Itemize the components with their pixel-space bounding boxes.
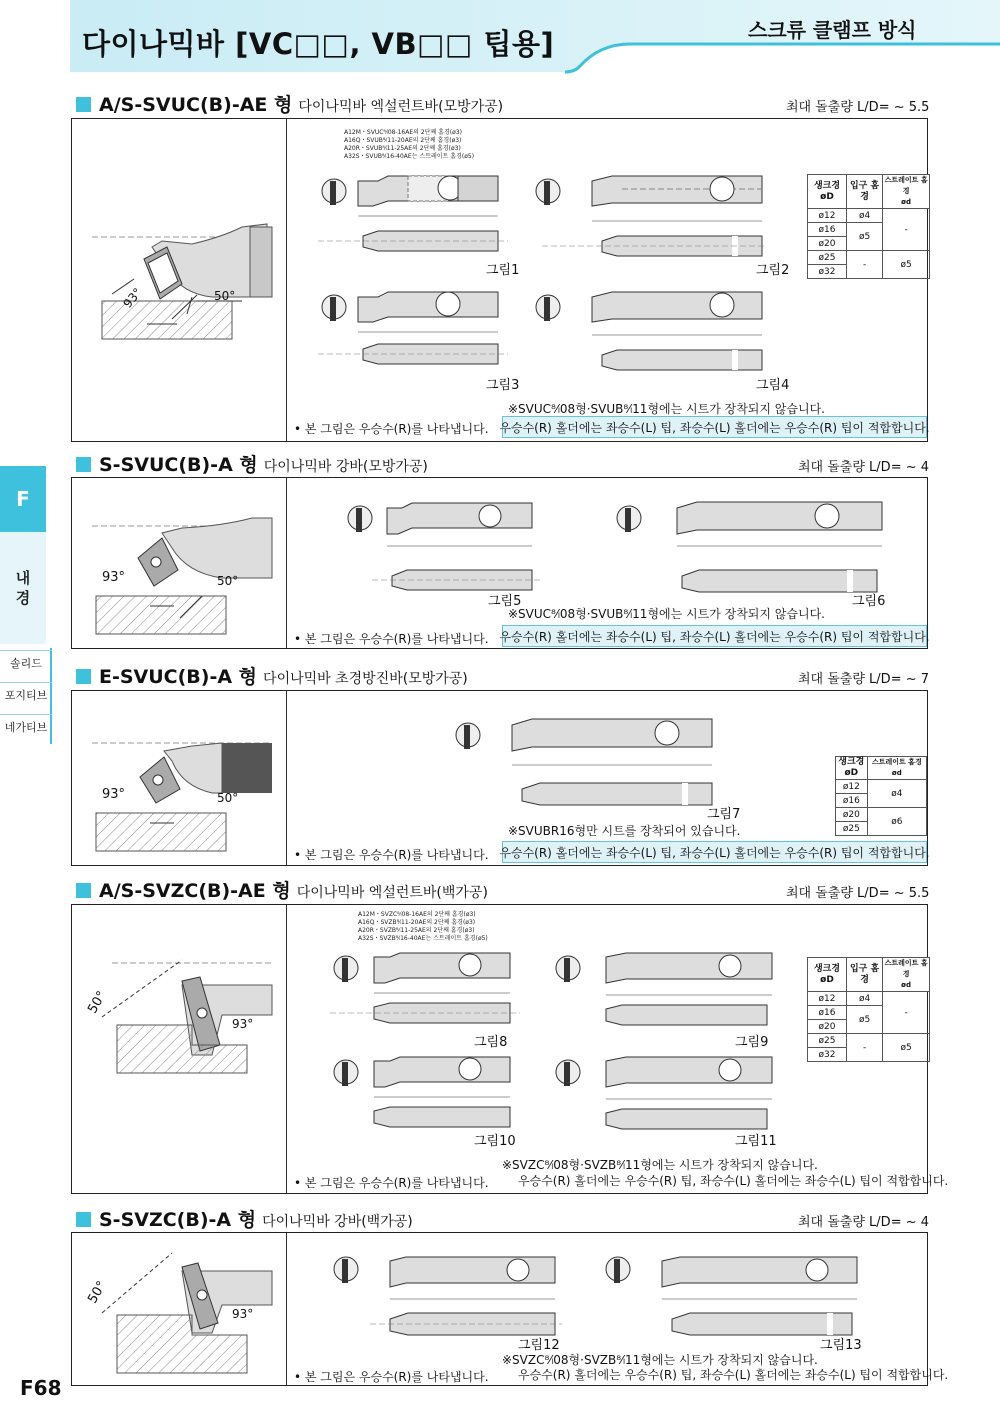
machining-illustration <box>72 478 287 648</box>
table-header: 스트레이트 홈경 ød <box>867 757 926 780</box>
boring-diagram <box>72 478 284 646</box>
section-marker <box>76 1212 91 1227</box>
groove-note-line: A32S・SVUB⁸⁄ₗ16-40AE는 스트레이트 홈경(ø5) <box>344 153 475 160</box>
figure-label: 그림9 <box>735 1035 769 1050</box>
figure-label: 그림5 <box>488 594 522 609</box>
table-cell: ø32 <box>808 265 847 279</box>
section-model: A/S-SVZC(B)-AE 형 <box>99 880 291 902</box>
spec-table <box>835 756 927 836</box>
compat-note: 우승수(R) 홀더에는 좌승수(L) 팁, 좌승수(L) 홀더에는 우승수(R) 팁이 적합합니다. <box>502 416 927 438</box>
figure-8-drawing <box>330 943 530 1043</box>
figure-label: 그림10 <box>474 1134 516 1149</box>
section-header <box>76 90 503 116</box>
table-cell: - <box>847 1034 883 1062</box>
table-header: 입구 홈경 <box>847 175 883 209</box>
table-cell: ø25 <box>836 822 868 836</box>
angle-label-2: 50° <box>217 791 239 805</box>
table-cell: ø5 <box>883 1034 930 1062</box>
table-cell: ø25 <box>808 251 847 265</box>
table-header: 생크경 øD <box>808 175 847 209</box>
groove-note-line: A32S・SVZB⁸⁄ₗ16-40AE는 스트레이트 홈경(ø5) <box>358 935 488 942</box>
clamp-method-label: 스크류 클램프 방식 <box>748 18 917 42</box>
groove-note-line: A16Q・SVUB⁸⁄ₗ11-20AE의 2단째 홈경(ø3) <box>344 137 462 144</box>
figure-label: 그림12 <box>518 1338 560 1353</box>
side-tab-internal[interactable] <box>0 532 46 644</box>
compat-note: 우승수(R) 홀더에는 우승수(R) 팁, 좌승수(L) 홀더에는 좌승수(L) 팁이 적합합니다. <box>518 1174 949 1188</box>
right-hand-note: • 본 그림은 우승수(R)를 나타냅니다. <box>294 1176 489 1190</box>
angle-label-1: 93° <box>120 285 145 311</box>
side-item-solid[interactable]: 솔리드 <box>0 650 52 675</box>
table-cell: ø32 <box>808 1048 847 1062</box>
compat-note: 우승수(R) 홀더에는 좌승수(L) 팁, 좌승수(L) 홀더에는 우승수(R) 팁이 적합합니다. <box>502 625 927 647</box>
section-box <box>71 690 928 866</box>
figure-12-drawing <box>330 1239 570 1349</box>
section-marker <box>76 669 91 684</box>
sheet-note: ※SVUBR16형만 시트를 장착되어 있습니다. <box>508 824 741 838</box>
table-cell: ø6 <box>867 808 926 836</box>
figure-9-drawing <box>552 943 782 1043</box>
angle-label-2: 93° <box>232 1307 254 1321</box>
section-box <box>71 904 949 1194</box>
section-desc: 다이나믹바 초경방진바(모방가공) <box>263 671 468 687</box>
sheet-note: ※SVZC⁸⁄ₗ08형·SVZB⁸⁄ₗ11형에는 시트가 장착되지 않습니다. <box>502 1353 818 1367</box>
angle-label-1: 50° <box>85 988 110 1017</box>
table-header: 생크경 øD <box>808 958 847 992</box>
angle-label-1: 50° <box>85 1278 110 1307</box>
compat-note: 우승수(R) 홀더에는 우승수(R) 팁, 좌승수(L) 홀더에는 좌승수(L) 팁이 적합합니다. <box>518 1368 949 1382</box>
groove-note-line: A20R・SVUB⁸⁄ₗ11-25AE의 2단째 홈경(ø3) <box>344 145 461 152</box>
compat-note: 우승수(R) 홀더에는 좌승수(L) 팁, 좌승수(L) 홀더에는 우승수(R) 팁이 적합합니다. <box>502 841 927 863</box>
right-hand-note: • 본 그림은 우승수(R)를 나타냅니다. <box>294 632 489 646</box>
table-cell: ø20 <box>808 237 847 251</box>
section-desc: 다이나믹바 강바(백가공) <box>262 1214 413 1230</box>
section-box <box>71 477 928 649</box>
section-marker <box>76 883 91 898</box>
table-cell: ø5 <box>847 223 883 251</box>
figure-4-drawing <box>532 277 772 377</box>
max-overhang: 최대 돌출량 L/D= ~ 4 <box>798 460 930 475</box>
section-header <box>76 876 488 902</box>
table-header: 입구 홈경 <box>847 958 883 992</box>
table-cell: ø5 <box>847 1006 883 1034</box>
table-cell: ø5 <box>883 251 930 279</box>
spec-table <box>807 174 930 279</box>
section-desc: 다이나믹바 엑설런트바(모방가공) <box>298 99 504 115</box>
table-cell: ø16 <box>808 1006 847 1020</box>
figure-2-drawing <box>532 161 772 271</box>
angle-label-2: 93° <box>232 1017 254 1031</box>
table-cell: ø20 <box>808 1020 847 1034</box>
sheet-note: ※SVUC⁸⁄ₗ08형·SVUB⁸⁄ₗ11형에는 시트가 장착되지 않습니다. <box>508 402 825 416</box>
figure-label: 그림1 <box>486 263 520 278</box>
boring-diagram <box>72 691 284 863</box>
table-header: 생크경 øD <box>836 757 868 780</box>
max-overhang: 최대 돌출량 L/D= ~ 5.5 <box>786 100 930 115</box>
table-cell: ø20 <box>836 808 868 822</box>
section-model: A/S-SVUC(B)-AE 형 <box>99 94 293 116</box>
groove-note-line: A12M・SVZC⁸⁄ₗ08-16AE의 2단째 홈경(ø3) <box>358 911 476 918</box>
table-cell: ø25 <box>808 1034 847 1048</box>
right-hand-note: • 본 그림은 우승수(R)를 나타냅니다. <box>294 422 489 436</box>
section-box <box>71 118 928 442</box>
figure-13-drawing <box>602 1239 872 1349</box>
section-header <box>76 450 428 476</box>
boring-diagram <box>72 119 284 439</box>
side-item-positive[interactable]: 포지티브 <box>0 682 52 707</box>
side-item-negative[interactable]: 네가티브 <box>0 714 52 739</box>
page-number: F68 <box>20 1376 62 1400</box>
angle-label-1: 93° <box>102 570 126 585</box>
figure-11-drawing <box>552 1047 782 1137</box>
table-cell: - <box>847 251 883 279</box>
table-cell: ø4 <box>847 992 883 1006</box>
angle-label-1: 93° <box>102 787 126 802</box>
figure-7-drawing <box>452 697 732 817</box>
machining-illustration <box>72 905 287 1193</box>
max-overhang: 최대 돌출량 L/D= ~ 4 <box>798 1215 930 1230</box>
section-desc: 다이나믹바 엑설런트바(백가공) <box>296 885 488 901</box>
table-cell: - <box>883 209 930 251</box>
figure-label: 그림6 <box>852 594 886 609</box>
groove-note <box>344 129 474 161</box>
table-header: 스트레이트 홈경 ød <box>883 175 930 209</box>
section-model: E-SVUC(B)-A 형 <box>99 666 258 688</box>
table-header: 스트레이트 홈경 ød <box>883 958 930 992</box>
groove-note-line: A20R・SVZB⁸⁄ₗ11-25AE의 2단째 홈경(ø3) <box>358 927 475 934</box>
table-cell: ø12 <box>808 992 847 1006</box>
machining-illustration <box>72 691 287 865</box>
machining-illustration <box>72 119 287 441</box>
angle-label-2: 50° <box>217 574 239 588</box>
boring-diagram <box>72 905 284 1191</box>
section-box <box>71 1232 949 1386</box>
side-tab-internal-label: 내 경 <box>15 569 31 607</box>
figure-3-drawing <box>318 277 518 377</box>
figure-1-drawing <box>318 161 518 271</box>
figure-10-drawing <box>330 1047 530 1137</box>
figure-label: 그림11 <box>735 1134 777 1149</box>
groove-note-line: A16Q・SVZB⁸⁄ₗ11-20AE의 2단째 홈경(ø3) <box>358 919 476 926</box>
max-overhang: 최대 돌출량 L/D= ~ 7 <box>798 672 930 687</box>
section-marker <box>76 97 91 112</box>
groove-note-line: A12M・SVUC⁸⁄ₗ08-16AE의 2단째 홈경(ø3) <box>344 129 462 136</box>
section-header <box>76 662 468 688</box>
section-marker <box>76 457 91 472</box>
section-model: S-SVZC(B)-A 형 <box>99 1209 257 1231</box>
right-hand-note: • 본 그림은 우승수(R)를 나타냅니다. <box>294 1370 489 1384</box>
angle-label-2: 50° <box>214 289 236 303</box>
table-cell: ø12 <box>836 780 868 794</box>
figure-label: 그림4 <box>756 378 790 393</box>
figure-label: 그림7 <box>707 807 741 822</box>
table-cell: ø16 <box>836 794 868 808</box>
page-title: 다이나믹바 [VC□□, VB□□ 팁용] <box>82 27 555 61</box>
sheet-note: ※SVUC⁸⁄ₗ08형·SVUB⁸⁄ₗ11형에는 시트가 장착되지 않습니다. <box>508 607 825 621</box>
table-cell: ø4 <box>867 780 926 808</box>
figure-label: 그림3 <box>486 378 520 393</box>
table-cell: - <box>883 992 930 1034</box>
table-cell: ø12 <box>808 209 847 223</box>
groove-note <box>358 911 488 943</box>
section-header <box>76 1205 413 1231</box>
right-hand-note: • 본 그림은 우승수(R)를 나타냅니다. <box>294 848 489 862</box>
spec-table <box>807 957 930 1062</box>
section-model: S-SVUC(B)-A 형 <box>99 454 258 476</box>
table-cell: ø16 <box>808 223 847 237</box>
machining-illustration <box>72 1233 287 1385</box>
figure-label: 그림8 <box>474 1035 508 1050</box>
max-overhang: 최대 돌출량 L/D= ~ 5.5 <box>786 886 930 901</box>
sheet-note: ※SVZC⁸⁄ₗ08형·SVZB⁸⁄ₗ11형에는 시트가 장착되지 않습니다. <box>502 1158 818 1172</box>
table-cell: ø4 <box>847 209 883 223</box>
figure-label: 그림13 <box>820 1338 862 1353</box>
figure-5-drawing <box>332 484 562 604</box>
side-tab-f[interactable]: F <box>0 466 46 532</box>
figure-label: 그림2 <box>756 263 790 278</box>
section-desc: 다이나믹바 강바(모방가공) <box>263 459 428 475</box>
figure-6-drawing <box>607 484 897 604</box>
